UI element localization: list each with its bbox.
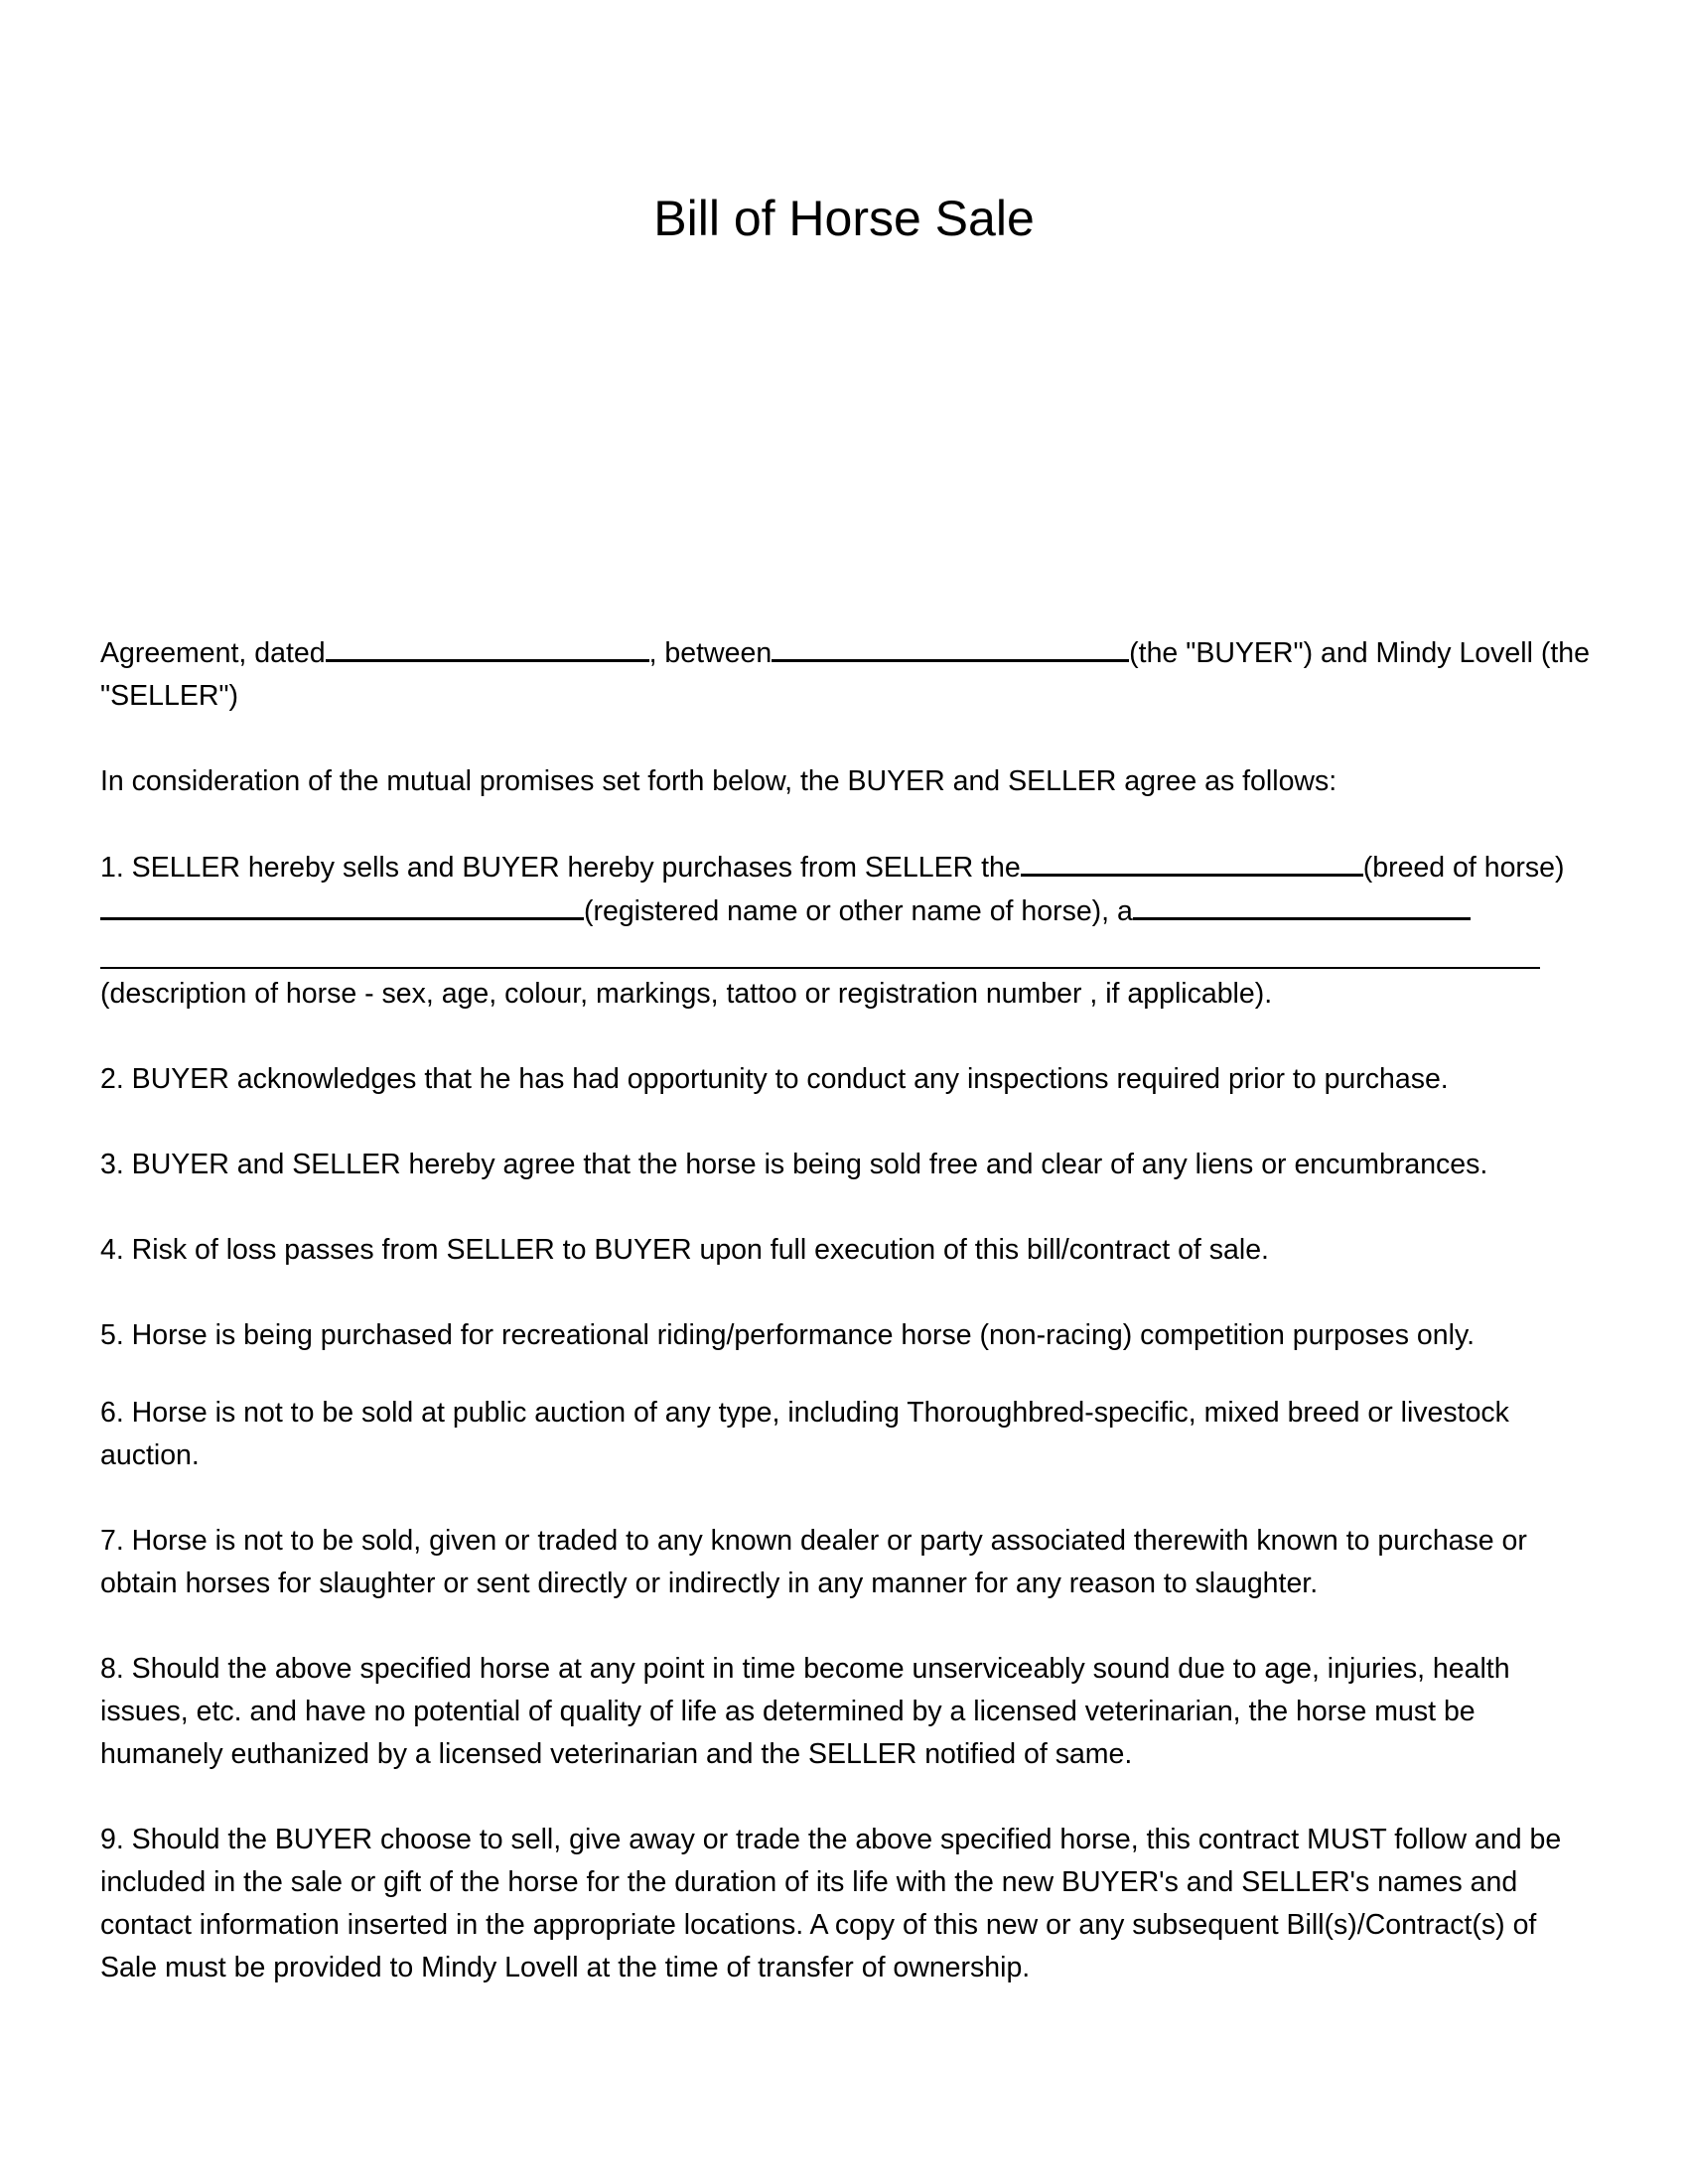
consideration-paragraph: In consideration of the mutual promises set forth below, the BUYER and SELLER agree as follows: (100, 765, 1337, 797)
clause-6: 6. Horse is not to be sold at public auction of any type, including Thoroughbred-specific, mixed breed or livestock auction. (100, 1397, 1509, 1471)
description-line[interactable] (100, 967, 1540, 969)
clause-4: 4. Risk of loss passes from SELLER to BUYER upon full execution of this bill/contract of sale. (100, 1234, 1269, 1266)
date-blank[interactable] (326, 631, 649, 662)
clause-9: 9. Should the BUYER choose to sell, give away or trade the above specified horse, this contract MUST follow and be included in the sale or gift of the horse for the duration of its life with the new BUYER's and SELLER's names and contact information inserted in the appropriate locations. A copy of this new or any subsequent Bill(s)/Contract(s) of Sale must be provided to Mindy Lovell at the time of transfer of ownership. (100, 1824, 1562, 1983)
document-title: Bill of Horse Sale (653, 191, 1035, 246)
agreement-text-between: , between (648, 637, 773, 669)
clause-1-text-a: 1. SELLER hereby sells and BUYER hereby purchases from SELLER the (100, 852, 1021, 884)
clause-2: 2. BUYER acknowledges that he has had opportunity to conduct any inspections required prior to purchase. (100, 1063, 1449, 1095)
clause-3: 3. BUYER and SELLER hereby agree that the horse is being sold free and clear of any liens or encumbrances. (100, 1149, 1488, 1180)
clause-1-text-d: (description of horse - sex, age, colour, markings, tattoo or registration number , if applicable). (100, 978, 1273, 1010)
clause-1 (100, 846, 1590, 1016)
agreement-text-parties: (the "BUYER") and Mindy Lovell (the "SELLER") (100, 637, 1590, 712)
clause-5: 5. Horse is being purchased for recreational riding/performance horse (non-racing) competition purposes only. (100, 1319, 1476, 1351)
clause-1-text-c: (registered name or other name of horse), a (584, 895, 1133, 927)
breed-blank[interactable] (1021, 846, 1363, 877)
document-body (100, 631, 1590, 1989)
description-blank[interactable] (1133, 889, 1471, 920)
horse-name-blank[interactable] (100, 889, 584, 920)
buyer-name-blank[interactable] (772, 631, 1129, 662)
clause-1-text-b: (breed of horse) (1362, 852, 1565, 884)
clause-8: 8. Should the above specified horse at any point in time become unserviceably sound due to age, injuries, health issues, etc. and have no potential of quality of life as determined by a licensed veterinarian, the horse must be humanely euthanized by a licensed veterinarian and the SELLER notified of same. (100, 1653, 1510, 1770)
agreement-paragraph (100, 631, 1590, 718)
clause-7: 7. Horse is not to be sold, given or traded to any known dealer or party associated therewith known to purchase or obtain horses for slaughter or sent directly or indirectly in any manner for any reason to slaughter. (100, 1525, 1527, 1599)
agreement-text-dated: Agreement, dated (100, 637, 326, 669)
